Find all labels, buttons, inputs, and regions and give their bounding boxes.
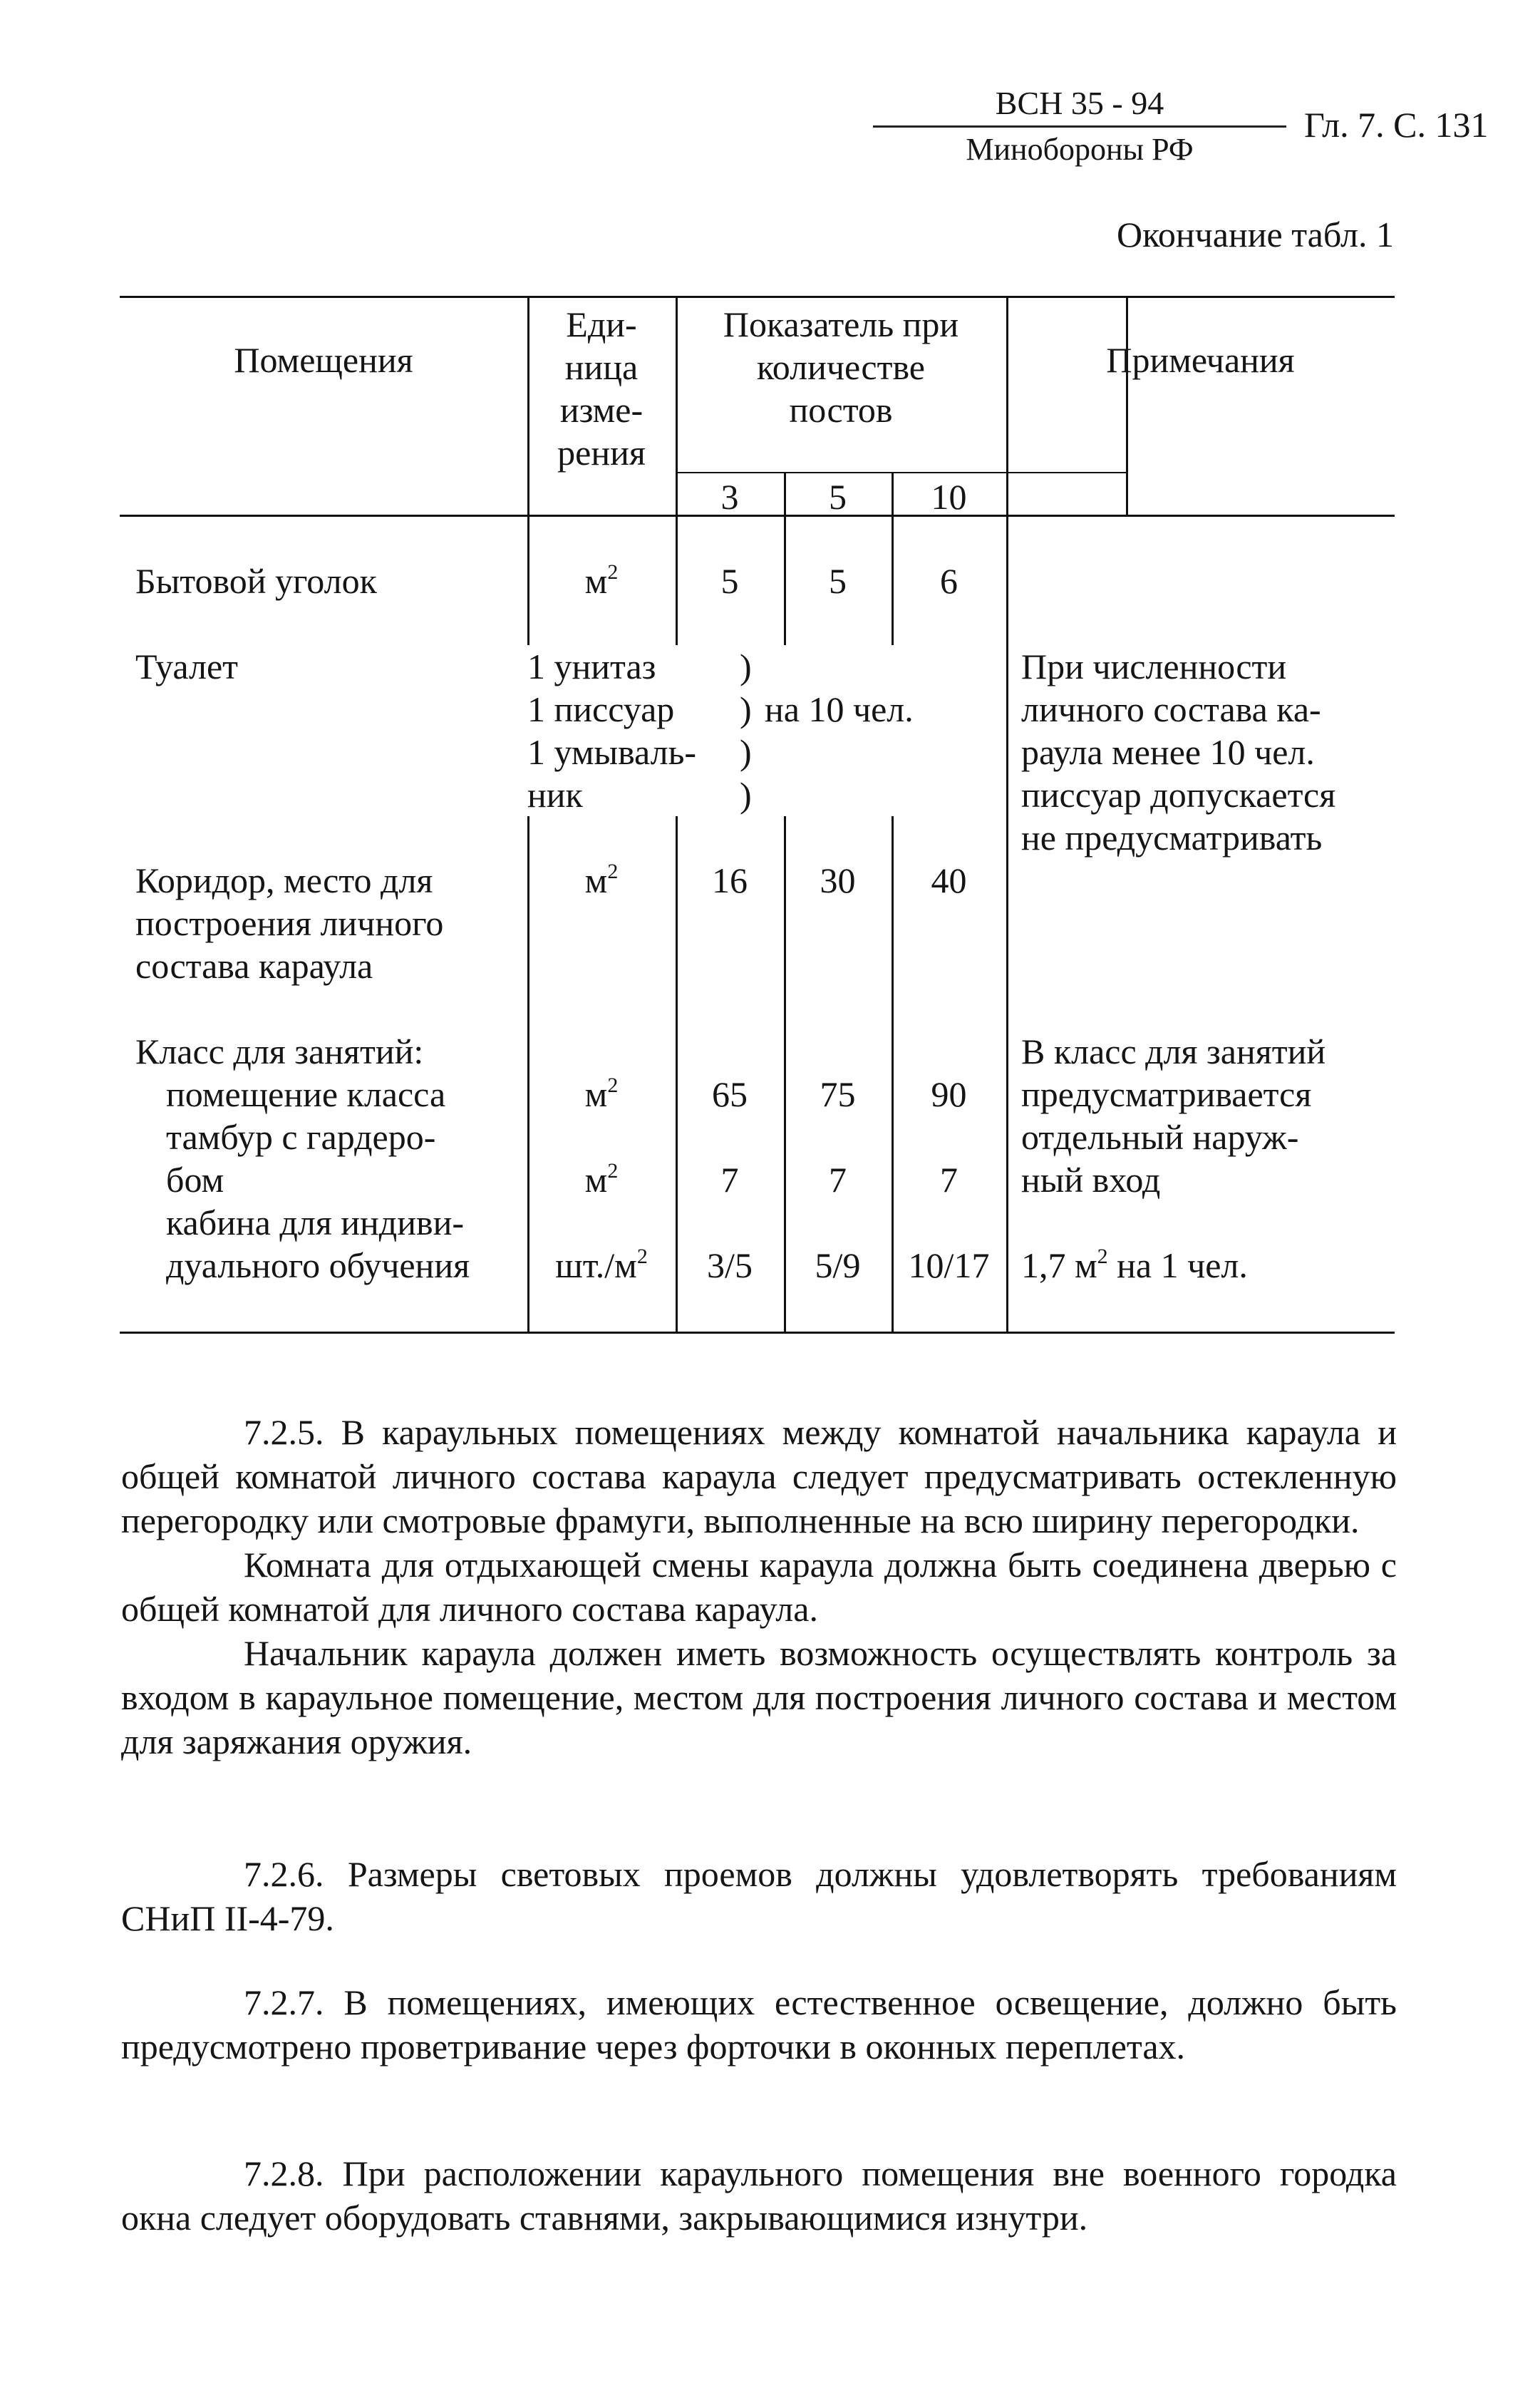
section-7-2-6 <box>121 1852 1397 1940</box>
row-class-sub2a: тамбур с гардеро- <box>166 1117 436 1157</box>
table-bottom-rule <box>120 1332 1395 1334</box>
row-class-b10: 7 <box>940 1160 958 1200</box>
row-class-a10: 90 <box>931 1074 967 1114</box>
posts-subheader-rule <box>676 472 1126 473</box>
organization: Минобороны РФ <box>966 132 1194 167</box>
row-corridor-v10: 40 <box>931 860 967 900</box>
row-bytovoy-unit: $м^2$ <box>584 560 619 601</box>
col-header-unit: Еди- ница изме- рения <box>557 304 646 473</box>
row-class-unit2: $м^2$ <box>584 1159 619 1200</box>
col-header-posts-5: 5 <box>829 477 847 517</box>
section-7-2-5 <box>121 1410 1397 1764</box>
para-7-2-5-a: 7.2.5. В караульных помещениях между комнатой начальника караула и общей комнатой личного состава караула следует предусматривать остекленную перегородку или смотровые фрамуги, выполненные на всю ширину перегородки. <box>121 1412 1397 1540</box>
row-class-sub3a: кабина для индиви- <box>166 1203 464 1242</box>
section-7-2-7 <box>121 1980 1397 2069</box>
row-toilet-per: на 10 чел. <box>765 689 914 729</box>
para-7-2-5-b: Комната для отдыхающей смены караула должна быть соединена дверью с общей комнатой для личного состава караула. <box>121 1545 1397 1629</box>
row-class-unit1: $м^2$ <box>584 1074 619 1114</box>
vrule-notes <box>1006 296 1008 1334</box>
row-corridor-unit: $м^2$ <box>584 860 619 900</box>
row-toilet-span: 1 унитаз 1 писсуар 1 умываль- ник ) ) ) ) на 10 чел. <box>519 645 1006 816</box>
row-class-unit3: $шт./м^2$ <box>555 1245 648 1285</box>
section-7-2-8 <box>121 2151 1397 2240</box>
row-bytovoy-v5: 5 <box>829 561 847 601</box>
row-bytovoy-v3: 5 <box>720 561 739 601</box>
row-class-note: В класс для занятий предусматривается отдельный наруж- ный вход <box>1021 1031 1326 1200</box>
table-caption: Окончание табл. 1 <box>1117 215 1394 254</box>
col-header-room: Помещения <box>234 340 413 380</box>
row-class-c10: 10/17 <box>908 1245 990 1285</box>
col-header-posts-3: 3 <box>720 477 739 517</box>
para-7-2-7: 7.2.7. В помещениях, имеющих естественное освещение, должно быть предусмотрено проветривание через форточки в оконных переплетах. <box>121 1982 1397 2067</box>
row-class-note2: 1,7 $м^2$ на 1 чел. <box>1021 1245 1248 1285</box>
col-header-notes: Примечания <box>1106 340 1295 380</box>
row-class-c5: 5/9 <box>815 1245 861 1285</box>
para-7-2-6: 7.2.6. Размеры световых проемов должны удовлетворять требованиям СНиП II-4-79. <box>121 1854 1397 1938</box>
row-toilet-note: При численности личного состава ка- раула менее 10 чел. писсуар допускается не предусматривать <box>1021 647 1336 858</box>
row-corridor-v3: 16 <box>712 860 748 900</box>
running-header <box>848 80 1489 194</box>
row-corridor-v5: 30 <box>820 860 856 900</box>
row-class-sub3b: дуального обучения <box>166 1245 470 1285</box>
table-top-rule <box>120 296 1395 298</box>
col-header-posts-10: 10 <box>931 477 967 517</box>
row-class-c3: 3/5 <box>707 1245 753 1285</box>
row-class-b5: 7 <box>829 1160 847 1200</box>
rooms-table <box>120 296 1395 1334</box>
vrule-indicator-right <box>1126 296 1128 515</box>
row-toilet-room: Туалет <box>135 647 239 686</box>
row-class-b3: 7 <box>720 1160 739 1200</box>
doc-number: ВСН 35 - 94 <box>873 80 1286 128</box>
para-7-2-8: 7.2.8. При расположении караульного помещения вне военного городка окна следует оборудовать ставнями, закрывающимися изнутри. <box>121 2153 1397 2238</box>
col-header-indicator: Показатель при количестве постов <box>723 304 959 430</box>
row-bytovoy-v10: 6 <box>940 561 958 601</box>
row-class-a5: 75 <box>820 1074 856 1114</box>
para-7-2-5-c: Начальник караула должен иметь возможность осуществлять контроль за входом в караульное помещение, местом для построения личного состава и местом для заряжания оружия. <box>121 1633 1397 1761</box>
row-class-room: Класс для занятий: <box>135 1031 424 1071</box>
row-corridor-room: Коридор, место для построения личного состава караула <box>135 860 444 986</box>
header-doc-block <box>873 80 1286 172</box>
row-bytovoy-room: Бытовой уголок <box>135 561 377 601</box>
row-class-a3: 65 <box>712 1074 748 1114</box>
chapter-page: Гл. 7. С. 131 <box>1304 105 1489 145</box>
row-class-sub2b: бом <box>166 1160 224 1200</box>
row-class-sub1: помещение класса <box>166 1074 446 1114</box>
